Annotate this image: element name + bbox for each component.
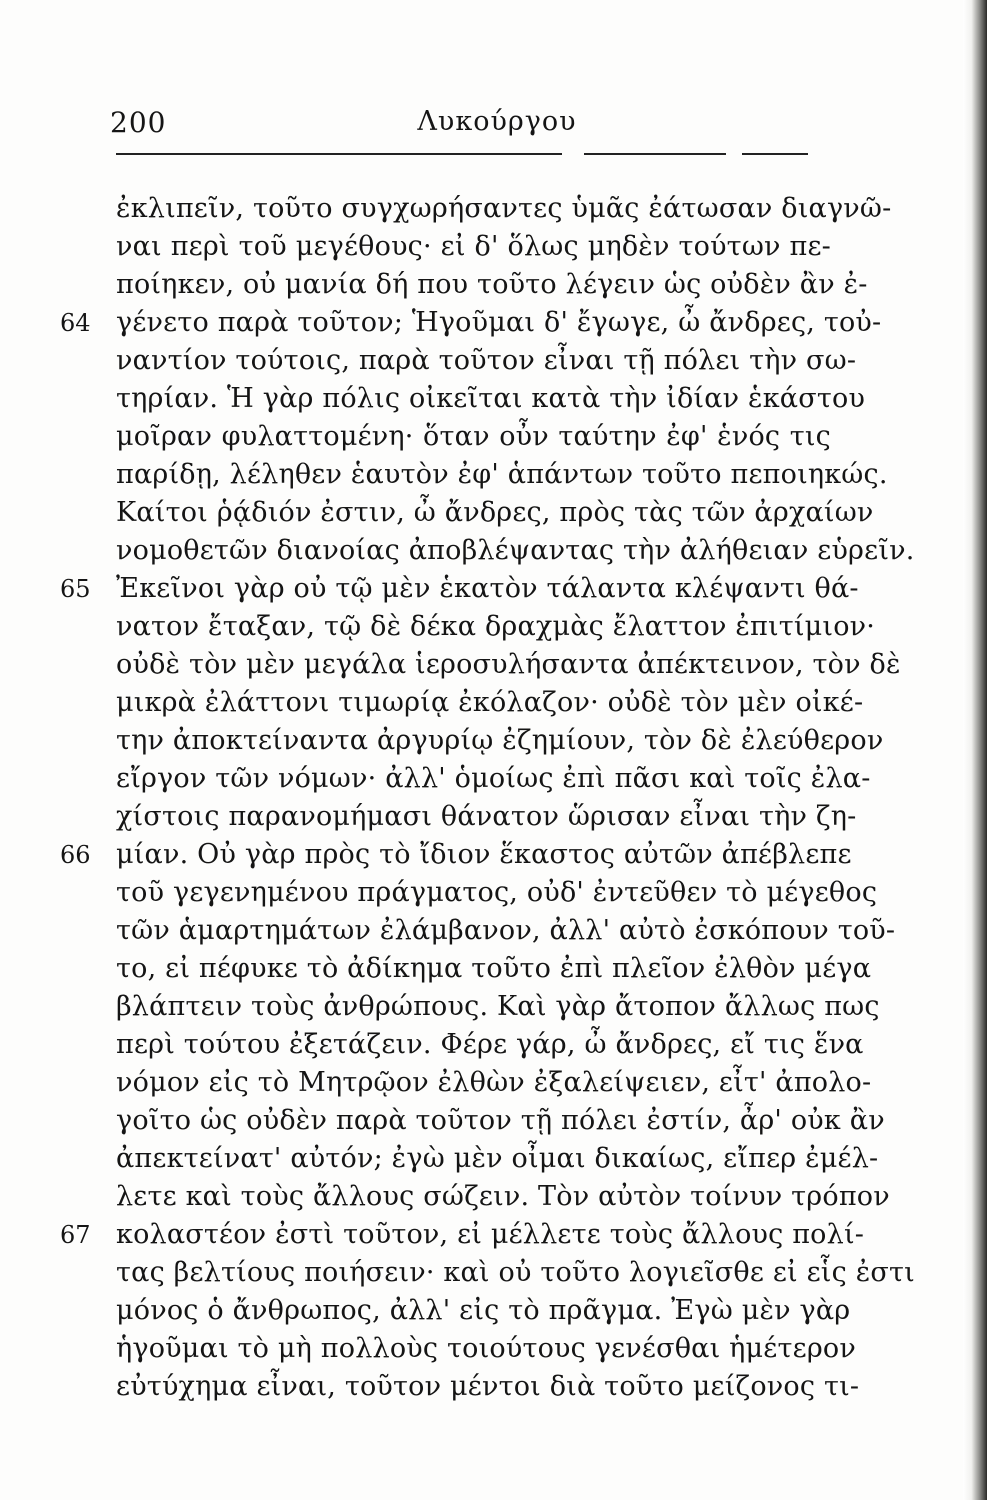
section-number-66: 66 xyxy=(60,841,91,869)
text-line: ἡγοῦμαι τὸ μὴ πολλοὺς τοιούτους γενέσθαι ἡμέτερον xyxy=(116,1333,856,1364)
header-rule xyxy=(742,153,808,155)
text-line: γένετο παρὰ τοῦτον; Ἡγοῦμαι δ' ἔγωγε, ὦ ἄνδρες, τοὐ- xyxy=(116,307,882,338)
text-line: ναντίον τούτοις, παρὰ τοῦτον εἶναι τῇ πόλει τὴν σω- xyxy=(116,345,857,376)
text-line: την ἀποκτείναντα ἀργυρίῳ ἐζημίουν, τὸν δὲ ἐλεύθερον xyxy=(116,725,884,756)
text-line: μικρὰ ἐλάττονι τιμωρίᾳ ἐκόλαζον· οὐδὲ τὸν μὲν οἰκέ- xyxy=(116,687,864,718)
text-line: χίστοις παρανομήμασι θάνατον ὥρισαν εἶναι τὴν ζη- xyxy=(116,801,857,832)
text-line: τῶν ἁμαρτημάτων ἐλάμβανον, ἀλλ' αὐτὸ ἐσκόπουν τοῦ- xyxy=(116,915,896,946)
text-line: τοῦ γεγενημένου πράγματος, οὐδ' ἐντεῦθεν τὸ μέγεθος xyxy=(116,877,878,908)
text-line: μίαν. Οὐ γὰρ πρὸς τὸ ἴδιον ἕκαστος αὐτῶν ἀπέβλεπε xyxy=(116,839,852,870)
text-line: κολαστέον ἐστὶ τοῦτον, εἰ μέλλετε τοὺς ἄλλους πολί- xyxy=(116,1219,865,1250)
text-line: λετε καὶ τοὺς ἄλλους σώζειν. Τὸν αὐτὸν τοίνυν τρόπον xyxy=(116,1181,890,1212)
text-line: ἀπεκτείνατ' αὐτόν; ἐγὼ μὲν οἶμαι δικαίως, εἴπερ ἐμέλ- xyxy=(116,1143,879,1174)
text-line: Καίτοι ῥᾴδιόν ἐστιν, ὦ ἄνδρες, πρὸς τὰς τῶν ἀρχαίων xyxy=(116,497,874,528)
text-line: εἴργον τῶν νόμων· ἀλλ' ὁμοίως ἐπὶ πᾶσι καὶ τοῖς ἐλα- xyxy=(116,763,871,794)
page-number: 200 xyxy=(110,106,167,139)
text-line: ναι περὶ τοῦ μεγέθους· εἰ δ' ὅλως μηδὲν τούτων πε- xyxy=(116,231,831,262)
text-line: εὐτύχημα εἶναι, τοῦτον μέντοι διὰ τοῦτο μείζονος τι- xyxy=(116,1371,860,1402)
text-line: μόνος ὁ ἄνθρωπος, ἀλλ' εἰς τὸ πρᾶγμα. Ἐγὼ μὲν γὰρ xyxy=(116,1295,851,1326)
text-line: νόμον εἰς τὸ Μητρῷον ἐλθὼν ἐξαλείψειεν, εἶτ' ἀπολο- xyxy=(116,1067,872,1098)
header-rule xyxy=(584,153,726,155)
text-line: τας βελτίους ποιήσειν· καὶ οὐ τοῦτο λογιεῖσθε εἰ εἷς ἐστι xyxy=(116,1257,915,1288)
text-line: τηρίαν. Ἡ γὰρ πόλις οἰκεῖται κατὰ τὴν ἰδίαν ἑκάστου xyxy=(116,383,866,414)
text-line: νομοθετῶν διανοίας ἀποβλέψαντας τὴν ἀλήθειαν εὑρεῖν. xyxy=(116,535,915,566)
header-rule xyxy=(116,153,562,155)
text-line: ποίηκεν, οὐ μανία δή που τοῦτο λέγειν ὡς οὐδὲν ἂν ἐ- xyxy=(116,269,868,300)
text-line: γοῖτο ὡς οὐδὲν παρὰ τοῦτον τῇ πόλει ἐστίν, ἆρ' οὐκ ἂν xyxy=(116,1105,885,1136)
text-line: Ἐκεῖνοι γὰρ οὐ τῷ μὲν ἑκατὸν τάλαντα κλέψαντι θά- xyxy=(116,573,859,604)
page-header xyxy=(110,106,810,146)
body-text xyxy=(116,190,915,1406)
text-line: βλάπτειν τοὺς ἀνθρώπους. Καὶ γὰρ ἄτοπον ἄλλως πως xyxy=(116,991,880,1022)
text-line: το, εἰ πέφυκε τὸ ἀδίκημα τοῦτο ἐπὶ πλεῖον ἐλθὸν μέγα xyxy=(116,953,872,984)
scan-edge xyxy=(963,0,987,1500)
section-number-67: 67 xyxy=(60,1221,91,1249)
section-number-64: 64 xyxy=(60,309,91,337)
section-number-65: 65 xyxy=(60,575,91,603)
running-head: Λυκούργου xyxy=(417,106,577,137)
text-line: οὐδὲ τὸν μὲν μεγάλα ἱεροσυλήσαντα ἀπέκτεινον, τὸν δὲ xyxy=(116,649,901,680)
text-line: ἐκλιπεῖν, τοῦτο συγχωρήσαντες ὑμᾶς ἐάτωσαν διαγνῶ- xyxy=(116,193,892,224)
text-line: παρίδῃ, λέληθεν ἑαυτὸν ἐφ' ἁπάντων τοῦτο πεποιηκώς. xyxy=(116,459,888,490)
text-line: περὶ τούτου ἐξετάζειν. Φέρε γάρ, ὦ ἄνδρες, εἴ τις ἕνα xyxy=(116,1029,864,1060)
text-line: νατον ἔταξαν, τῷ δὲ δέκα δραχμὰς ἔλαττον ἐπιτίμιον· xyxy=(116,611,876,642)
text-line: μοῖραν φυλαττομένη· ὅταν οὖν ταύτην ἐφ' ἑνός τις xyxy=(116,421,831,452)
